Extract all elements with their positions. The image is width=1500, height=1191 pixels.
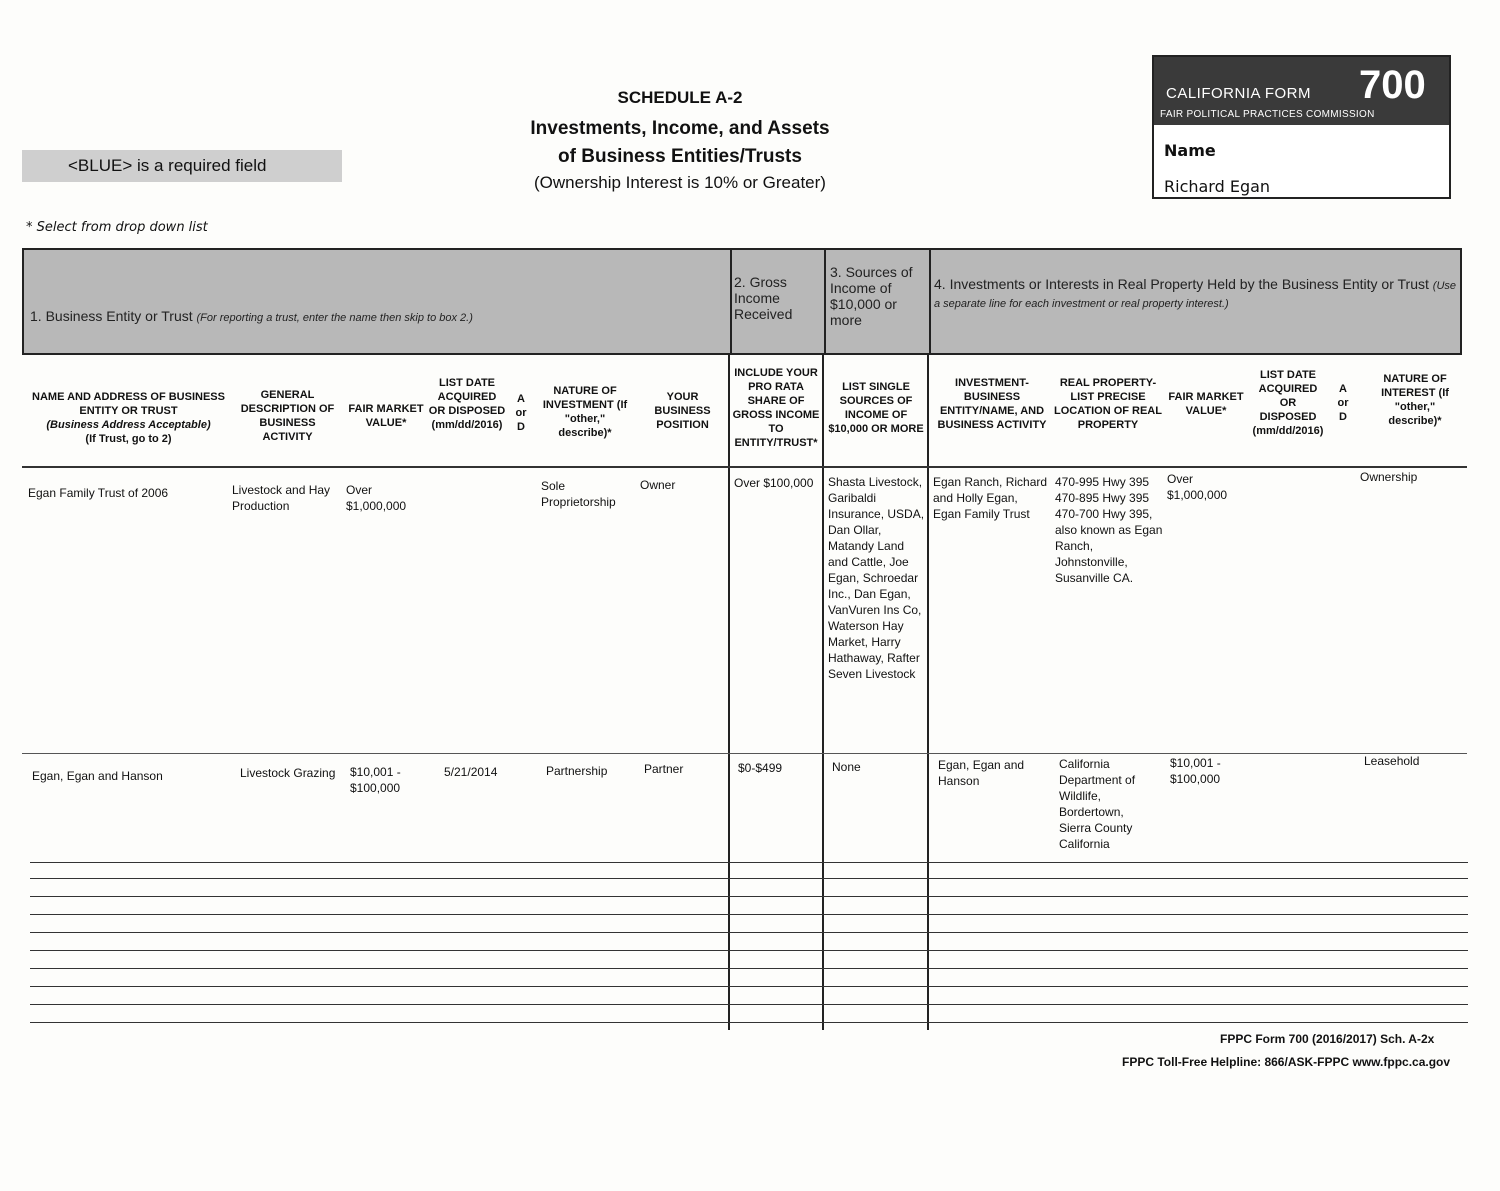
required-field-note: <BLUE> is a required field: [22, 150, 342, 182]
section-1-label: 1. Business Entity or Trust (For reporting a trust, enter the name then skip to box 2.): [30, 308, 473, 324]
row-nature[interactable]: Sole Proprietorship: [541, 479, 616, 509]
row-desc[interactable]: Livestock and Hay Production: [232, 483, 331, 513]
empty-row-line: [30, 914, 1468, 915]
row-divider: [22, 753, 1467, 754]
row-position[interactable]: Partner: [644, 762, 684, 776]
empty-row-line: [30, 932, 1468, 933]
col-header-name-address: NAME AND ADDRESS OF BUSINESS ENTITY OR TRUST (Business Address Acceptable) (If Trust, go to 2): [32, 391, 225, 445]
row-nature[interactable]: Partnership: [546, 764, 608, 778]
row-investment-entity[interactable]: Egan, Egan and Hanson: [938, 758, 1025, 788]
title-line-3: (Ownership Interest is 10% or Greater): [534, 173, 826, 192]
col-header-a-or-d: A or D: [515, 393, 527, 433]
section-3-label: 3. Sources of Income of $10,000 or more: [830, 264, 913, 328]
name-value[interactable]: Richard Egan: [1164, 177, 1271, 196]
col-header-interest: NATURE OF INTEREST (If "other," describe)*: [1381, 373, 1449, 427]
row-interest[interactable]: Ownership: [1360, 470, 1418, 484]
col-header-general-desc: GENERAL DESCRIPTION OF BUSINESS ACTIVITY: [240, 389, 335, 443]
empty-row-line: [30, 986, 1468, 987]
row-fmv-2[interactable]: $10,001 - $100,000: [1170, 756, 1221, 786]
row-real-property[interactable]: 470-995 Hwy 395 470-895 Hwy 395 470-700 Hwy 395, also known as Egan Ranch, Johnstonville, Susanville CA.: [1055, 475, 1163, 585]
col-header-list-date-2: LIST DATE ACQUIRED OR DISPOSED (mm/dd/2016): [1252, 369, 1324, 437]
empty-row-line: [30, 878, 1468, 879]
form-footer-id: FPPC Form 700 (2016/2017) Sch. A-2x: [1220, 1032, 1435, 1046]
form-number: 700: [1359, 63, 1426, 107]
title-line-2: of Business Entities/Trusts: [558, 146, 802, 167]
col-header-fmv-2: FAIR MARKET VALUE*: [1168, 391, 1244, 417]
name-label: Name: [1164, 141, 1216, 160]
col-header-real-property: REAL PROPERTY- LIST PRECISE LOCATION OF REAL PROPERTY: [1054, 377, 1162, 431]
section-header-bar: [22, 248, 1462, 355]
empty-row-line: [30, 896, 1468, 897]
row-interest[interactable]: Leasehold: [1364, 754, 1420, 768]
row-fmv[interactable]: Over $1,000,000: [346, 483, 407, 513]
form-id-box: [1152, 55, 1451, 199]
title-line-1: Investments, Income, and Assets: [530, 118, 830, 139]
row-name[interactable]: Egan, Egan and Hanson: [32, 769, 163, 783]
form-header: [1154, 57, 1449, 125]
row-sources[interactable]: Shasta Livestock, Garibaldi Insurance, USDA, Dan Ollar, Matandy Land and Cattle, Joe Egan, Schroedar Inc., Dan Egan, VanVuren Ins Co, Waterson Hay Market, Harry Hathaway, Rafter Seven Livestock: [828, 475, 925, 681]
col-header-position: YOUR BUSINESS POSITION: [654, 391, 711, 431]
row-fmv[interactable]: $10,001 - $100,000: [350, 765, 401, 795]
empty-row-line: [30, 950, 1468, 951]
header-divider: [22, 466, 1467, 468]
col-divider: [822, 355, 824, 1030]
col-divider: [728, 355, 730, 1030]
row-position[interactable]: Owner: [640, 478, 676, 492]
commission-label: FAIR POLITICAL PRACTICES COMMISSION: [1160, 109, 1375, 120]
empty-row-line: [30, 1022, 1468, 1023]
col-header-fmv: FAIR MARKET VALUE*: [348, 403, 424, 429]
row-sources[interactable]: None: [832, 760, 861, 774]
section-2-label: 2. Gross Income Received: [734, 274, 793, 322]
row-investment-entity[interactable]: Egan Ranch, Richard and Holly Egan, Egan Family Trust: [933, 475, 1048, 521]
row-fmv-2[interactable]: Over $1,000,000: [1167, 472, 1228, 502]
col-divider: [927, 355, 929, 1030]
empty-row-line: [30, 862, 1468, 863]
row-income[interactable]: $0-$499: [738, 761, 783, 775]
row-income[interactable]: Over $100,000: [734, 476, 814, 490]
empty-row-line: [30, 968, 1468, 969]
col-header-sources: LIST SINGLE SOURCES OF INCOME OF $10,000 OR MORE: [828, 381, 924, 435]
section-4-label: 4. Investments or Interests in Real Property Held by the Business Entity or Trust (Use a separate line for each investment or real property interest.): [934, 276, 1457, 310]
row-real-property[interactable]: California Department of Wildlife, Bordertown, Sierra County California: [1059, 757, 1136, 851]
col-header-pro-rata: INCLUDE YOUR PRO RATA SHARE OF GROSS INCOME TO ENTITY/TRUST*: [732, 367, 820, 449]
col-header-nature: NATURE OF INVESTMENT (If "other," describe)*: [542, 385, 628, 439]
row-date[interactable]: 5/21/2014: [444, 765, 498, 779]
col-header-a-or-d-2: A or D: [1337, 383, 1349, 423]
col-header-list-date: LIST DATE ACQUIRED OR DISPOSED (mm/dd/2016): [428, 377, 506, 431]
helpline: FPPC Toll-Free Helpline: 866/ASK-FPPC www.fppc.ca.gov: [1122, 1055, 1451, 1069]
select-note: * Select from drop down list: [26, 220, 208, 235]
empty-row-line: [30, 1004, 1468, 1005]
form-label: CALIFORNIA FORM: [1166, 85, 1312, 102]
col-header-investment-entity: INVESTMENT- BUSINESS ENTITY/NAME, AND BUSINESS ACTIVITY: [937, 377, 1047, 431]
row-name[interactable]: Egan Family Trust of 2006: [28, 486, 169, 500]
schedule-title: SCHEDULE A-2: [617, 88, 743, 107]
row-desc[interactable]: Livestock Grazing: [240, 766, 336, 780]
